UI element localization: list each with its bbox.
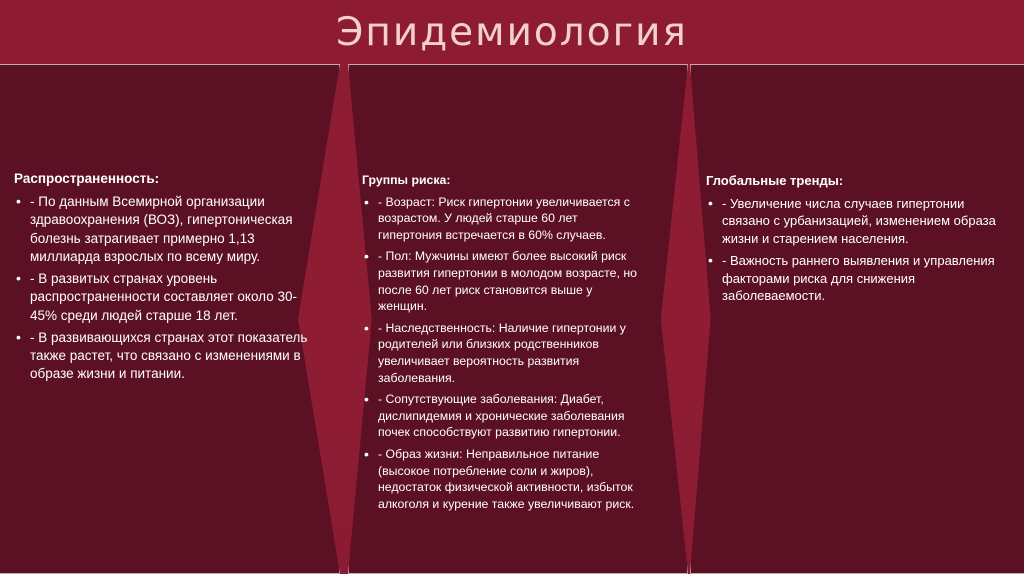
- panel-global-trends: [690, 64, 1024, 574]
- list-item: • - Увеличение числа случаев гипертонии связано с урбанизацией, изменением образа жизни и старением населения.: [706, 195, 1006, 248]
- slide-title: Эпидемиология: [336, 10, 688, 55]
- list-item: • - Сопутствующие заболевания: Диабет, дислипидемия и хронические заболевания почек способствуют развитию гипертонии.: [362, 391, 644, 441]
- list-item: • - Возраст: Риск гипертонии увеличивается с возрастом. У людей старше 60 лет гипертония встречается в 60% случаев.: [362, 194, 644, 244]
- list-item: • - В развитых странах уровень распространенности составляет около 30-45% среди людей старше 18 лет.: [14, 270, 314, 325]
- panel-risk-groups-content: [362, 172, 644, 517]
- list-item: • - Наследственность: Наличие гипертонии у родителей или близких родственников увеличивает вероятность развития заболевания.: [362, 320, 644, 386]
- panel-global-trends-content: [706, 172, 1006, 310]
- list-item: • - Пол: Мужчины имеют более высокий риск развития гипертонии в молодом возрасте, но после 60 лет риск становится выше у женщин.: [362, 248, 644, 314]
- list-item: • - По данным Всемирной организации здравоохранения (ВОЗ), гипертоническая болезнь затрагивает примерно 1,13 миллиарда взрослых по всему миру.: [14, 193, 314, 266]
- panel-global-trends-heading: Глобальные тренды:: [706, 173, 844, 188]
- list-item: • - В развивающихся странах этот показатель также растет, что связано с изменениями в образе жизни и питании.: [14, 329, 314, 384]
- panel-global-trends-list: [706, 195, 1006, 305]
- panel-prevalence-list: [14, 193, 314, 383]
- panel-risk-groups-heading: Группы риска:: [362, 173, 451, 187]
- list-item: • - Образ жизни: Неправильное питание (высокое потребление соли и жиров), недостаток физической активности, избыток алкоголя и курение также увеличивают риск.: [362, 446, 644, 512]
- panel-prevalence-heading: Распространенность:: [14, 171, 160, 186]
- panel-risk-groups-list: [362, 194, 644, 513]
- panel-prevalence-content: [14, 170, 314, 387]
- list-item: • - Важность раннего выявления и управления факторами риска для снижения заболеваемости.: [706, 252, 1006, 305]
